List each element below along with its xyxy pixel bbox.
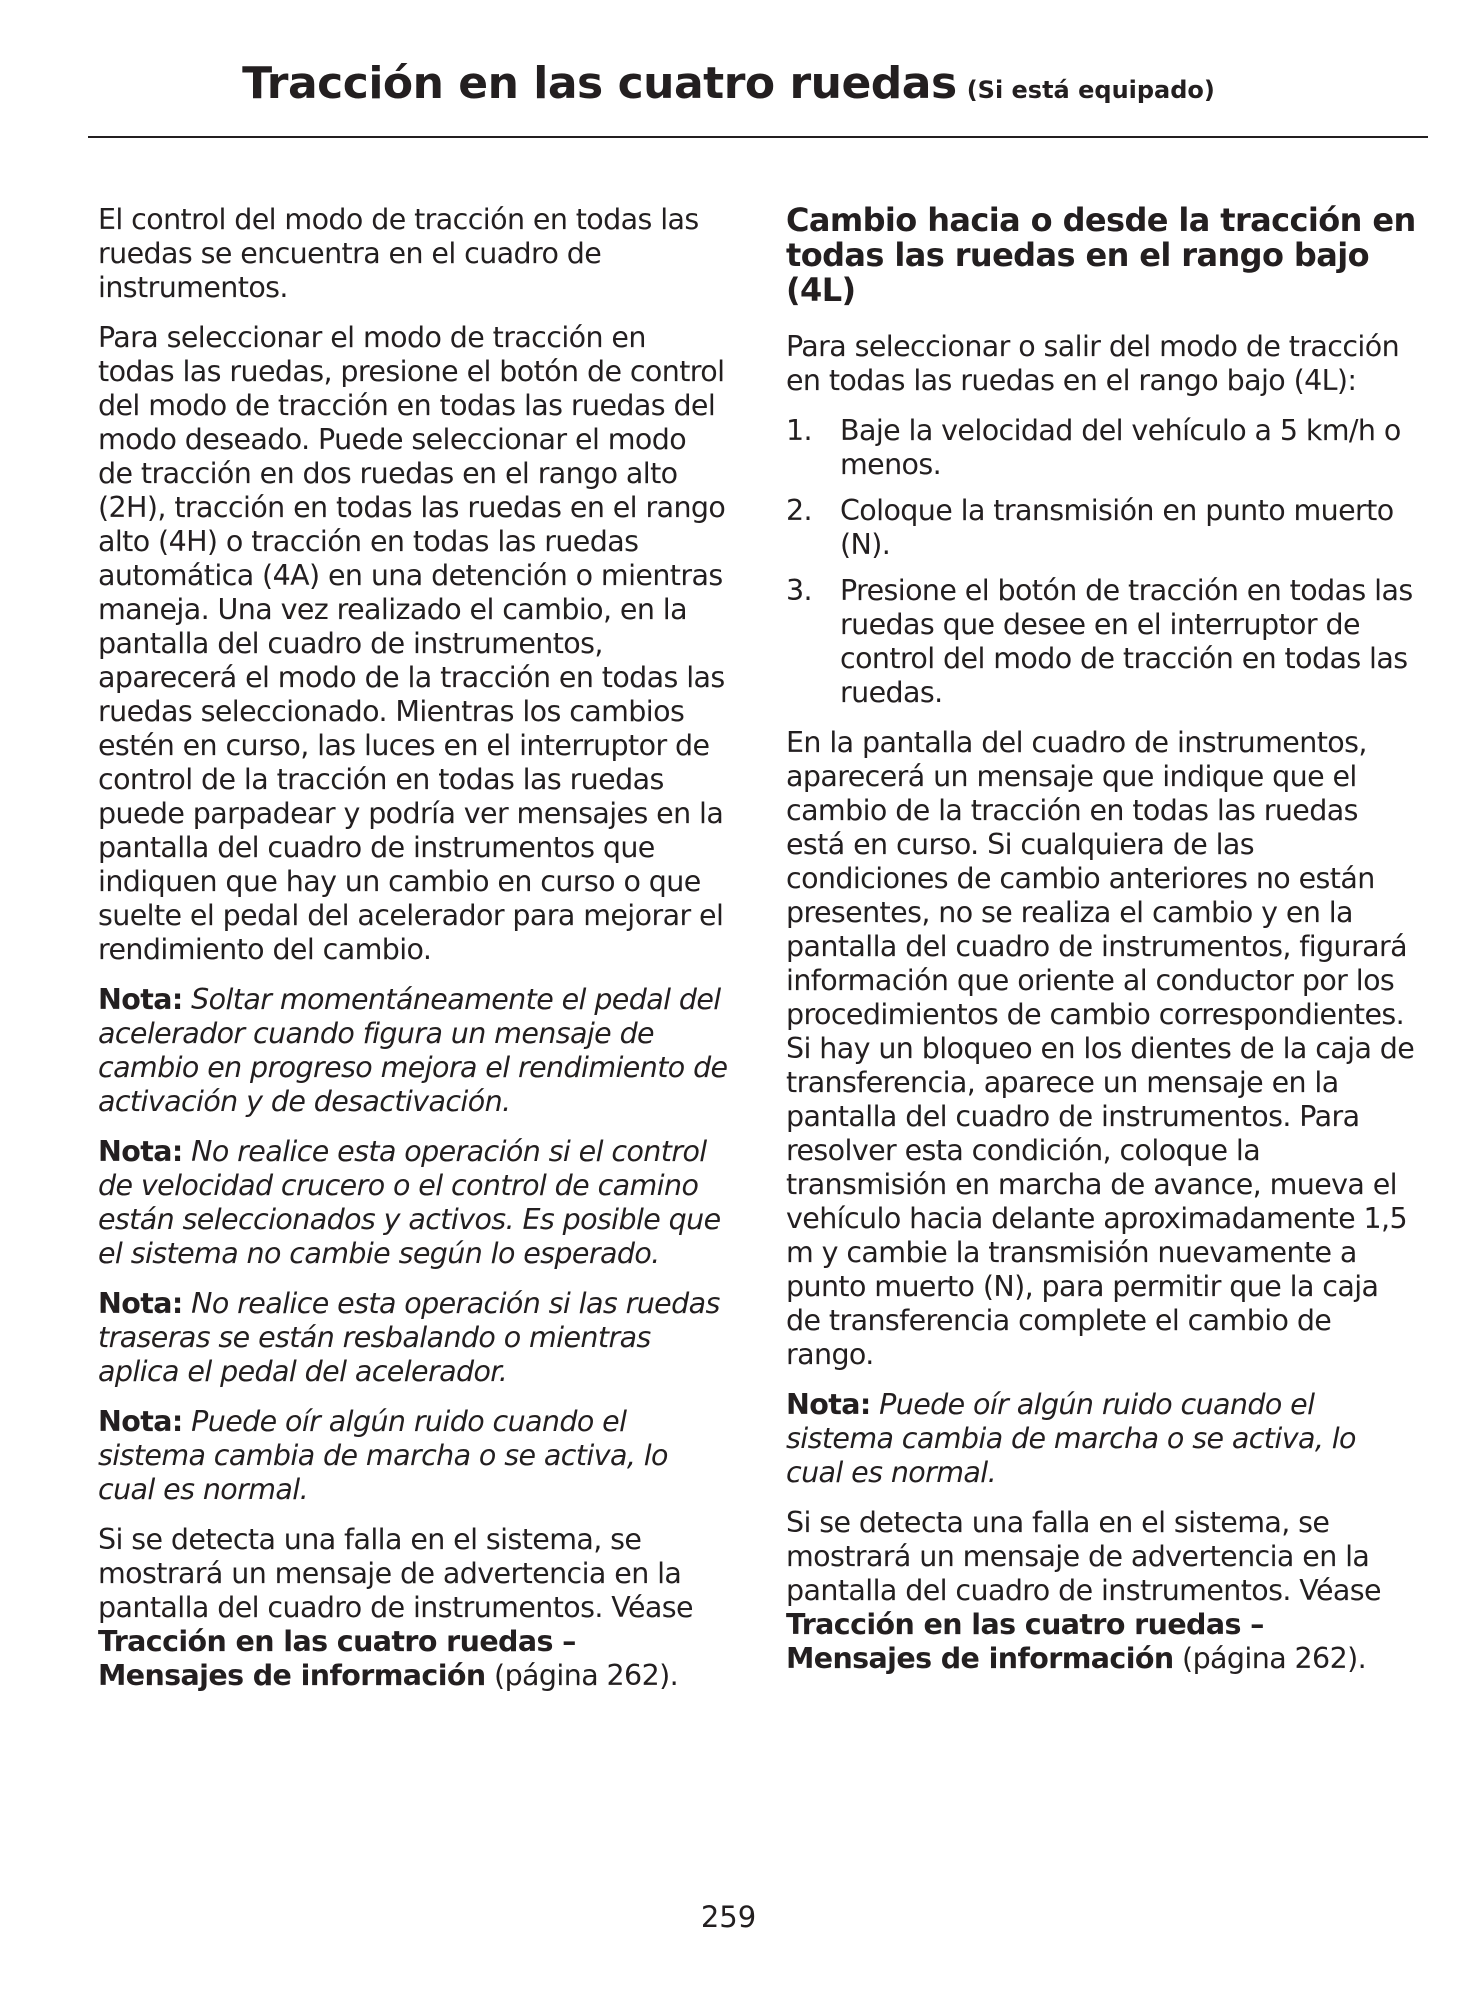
steps-list	[786, 414, 1416, 710]
paragraph: El control del modo de tracción en todas las ruedas se encuentra en el cuadro de instrumentos.	[98, 203, 699, 304]
step-number: 2.	[786, 494, 812, 527]
note	[98, 1405, 728, 1507]
warning-text: Si se detecta una falla en el sistema, se mostrará un mensaje de advertencia en la pantalla del cuadro de instrumentos. Véase	[98, 1523, 693, 1624]
section-heading: Cambio hacia o desde la tracción en todas las ruedas en el rango bajo (4L)	[786, 201, 1416, 309]
note-text: No realice esta operación si el control de velocidad crucero o el control de camino están seleccionados y activos. Es posible que el sistema no cambie según lo esperado.	[98, 1135, 721, 1270]
step-text: Presione el botón de tracción en todas las ruedas que desee en el interruptor de control del modo de tracción en todas las ruedas.	[840, 574, 1413, 709]
page-header	[0, 58, 1457, 109]
note-label: Nota:	[98, 1135, 183, 1168]
left-column	[98, 203, 728, 1709]
note-text: No realice esta operación si las ruedas traseras se están resbalando o mientras aplica el pedal del acelerador.	[98, 1287, 720, 1388]
list-item	[786, 414, 1416, 482]
note	[98, 1287, 728, 1389]
note-text: Puede oír algún ruido cuando el sistema cambia de marcha o se activa, lo cual es normal.	[98, 1405, 668, 1506]
note-label: Nota:	[786, 1388, 871, 1421]
list-item	[786, 494, 1416, 562]
step-text: Coloque la transmisión en punto muerto (N).	[840, 494, 1394, 561]
right-column	[786, 203, 1416, 1692]
step-text: Baje la velocidad del vehículo a 5 km/h o menos.	[840, 414, 1401, 481]
page-number: 259	[700, 1900, 757, 1934]
note-text: Soltar momentáneamente el pedal del acelerador cuando figura un mensaje de cambio en progreso mejora el rendimiento de activación y de desactivación.	[98, 983, 728, 1118]
paragraph: En la pantalla del cuadro de instrumentos, aparecerá un mensaje que indique que el cambio de la tracción en todas las ruedas está en curso. Si cualquiera de las condiciones de cambio anteriores no están presentes, no se realiza el cambio y en la pantalla del cuadro de instrumentos, figurará información que oriente al conductor por los procedimientos de cambio correspondientes. Si hay un bloqueo en los dientes de la caja de transferencia, aparece un mensaje en la pantalla del cuadro de instrumentos. Para resolver esta condición, coloque la transmisión en marcha de avance, mueva el vehículo hacia delante aproximadamente 1,5 m y cambie la transmisión nuevamente a punto muerto (N), para permitir que la caja de transferencia complete el cambio de rango.	[786, 726, 1415, 1371]
warning-paragraph	[98, 1523, 728, 1693]
note	[98, 1135, 728, 1271]
page-reference: (página 262).	[1182, 1642, 1367, 1675]
note-label: Nota:	[98, 1405, 183, 1438]
note-text: Puede oír algún ruido cuando el sistema cambia de marcha o se activa, lo cual es normal.	[786, 1388, 1356, 1489]
paragraph: Para seleccionar o salir del modo de tracción en todas las ruedas en el rango bajo (4L):	[786, 330, 1400, 397]
step-number: 1.	[786, 414, 812, 447]
warning-text: Si se detecta una falla en el sistema, se mostrará un mensaje de advertencia en la pantalla del cuadro de instrumentos. Véase	[786, 1506, 1381, 1607]
cross-reference-link[interactable]: Tracción en las cuatro ruedas – Mensajes de información	[98, 1625, 576, 1692]
list-item	[786, 574, 1416, 710]
page-subtitle: (Si está equipado)	[966, 76, 1215, 104]
note	[786, 1388, 1416, 1490]
note-label: Nota:	[98, 983, 183, 1016]
step-number: 3.	[786, 574, 812, 607]
note-label: Nota:	[98, 1287, 183, 1320]
paragraph: Para seleccionar el modo de tracción en todas las ruedas, presione el botón de control del modo de tracción en todas las ruedas del modo deseado. Puede seleccionar el modo de tracción en dos ruedas en el rango alto (2H), tracción en todas las ruedas en el rango alto (4H) o tracción en todas las ruedas automática (4A) en una detención o mientras maneja. Una vez realizado el cambio, en la pantalla del cuadro de instrumentos, aparecerá el modo de la tracción en todas las ruedas seleccionado. Mientras los cambios estén en curso, las luces en el interruptor de control de la tracción en todas las ruedas puede parpadear y podría ver mensajes en la pantalla del cuadro de instrumentos que indiquen que hay un cambio en curso o que suelte el pedal del acelerador para mejorar el rendimiento del cambio.	[98, 321, 726, 966]
warning-paragraph	[786, 1506, 1416, 1676]
page-title: Tracción en las cuatro ruedas	[242, 58, 957, 109]
header-divider	[88, 136, 1428, 138]
cross-reference-link[interactable]: Tracción en las cuatro ruedas – Mensajes de información	[786, 1608, 1264, 1675]
note	[98, 983, 728, 1119]
page-reference: (página 262).	[494, 1659, 679, 1692]
